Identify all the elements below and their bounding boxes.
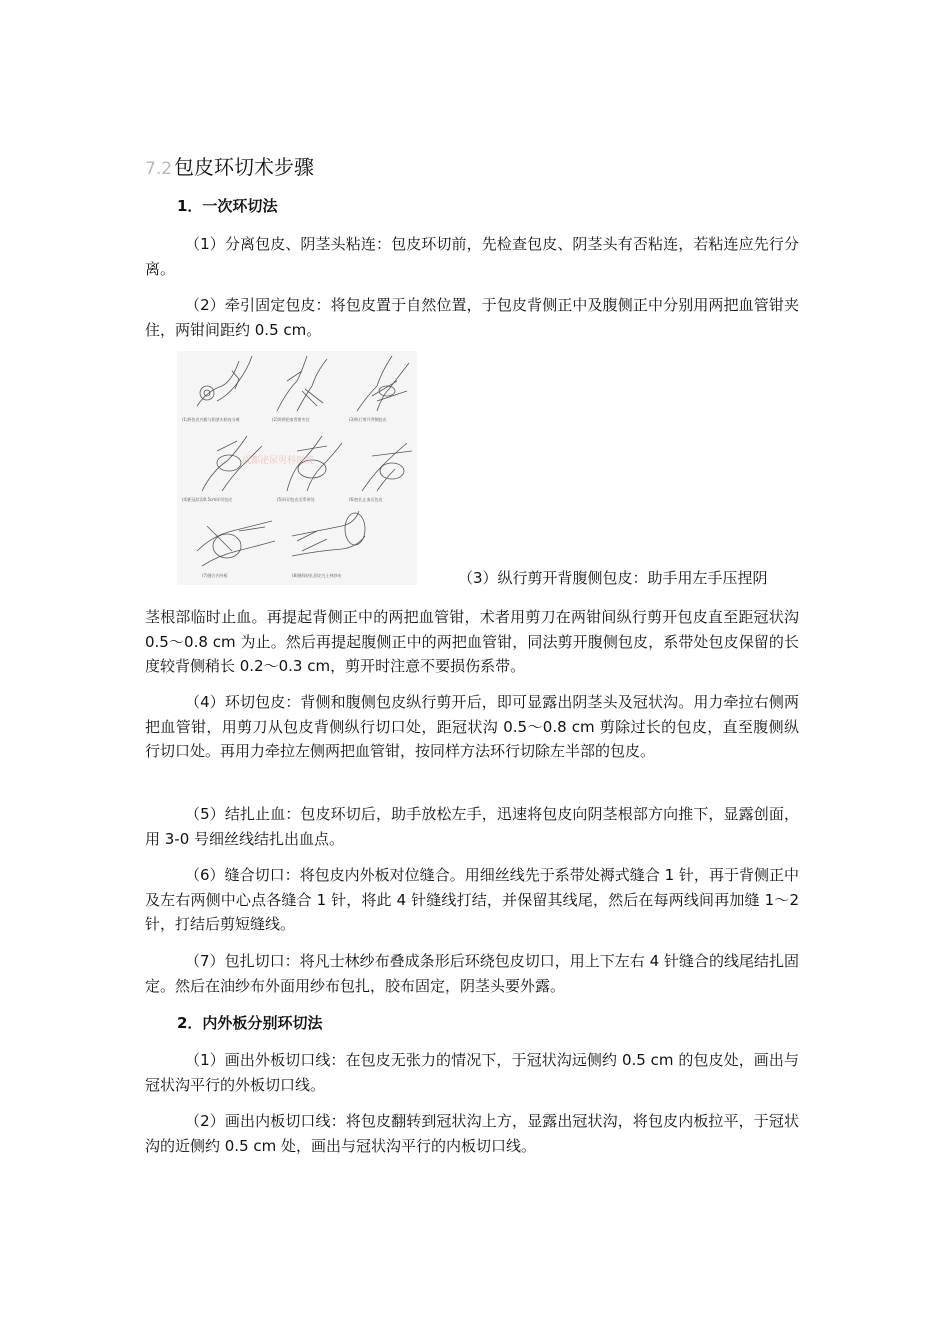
heading-method-1: 1．一次环切法: [177, 197, 278, 215]
paragraph-step-3-rest: 茎根部临时止血。再提起背侧正中的两把血管钳，术者用剪刀在两钳间纵行剪开包皮直至距冠状沟 0.5～0.8 cm 为止。然后再提起腹侧正中的两把血管钳，同法剪开腹侧包皮，系带处包皮保留的长度较背侧稍长 0.2～0.3 cm，剪开时注意不要损伤系带。: [145, 608, 799, 675]
paragraph-step-5: （5）结扎止血：包皮环切后，助手放松左手，迅速将包皮向阴茎根部方向推下，显露创面，用 3-0 号细丝线结扎出血点。: [145, 805, 799, 848]
svg-text:(4)距冠状沟0.5cm环切包皮: (4)距冠状沟0.5cm环切包皮: [182, 497, 233, 502]
paragraph-step-7: （7）包扎切口：将凡士林纱布叠成条形后环绕包皮切口，用上下左右 4 针缝合的线尾结扎固定。然后在油纱布外面用纱布包扎，胶布固定，阴茎头要外露。: [145, 952, 799, 995]
svg-text:(2)用两把血管钳夹住: (2)用两把血管钳夹住: [272, 417, 310, 422]
paragraph-method-2-step-2: （2）画出内板切口线：将包皮翻转到冠状沟上方，显露出冠状沟，将包皮内板拉平，于冠状沟的近侧约 0.5 cm 处，画出与冠状沟平行的内板切口线。: [145, 1112, 799, 1155]
paragraph-step-6: （6）缝合切口：将包皮内外板对位缝合。用细丝线先于系带处褥式缝合 1 针，再于背侧正中及左右两侧中心点各缝合 1 针，将此 4 针缝线打结，并保留其线尾，然后在每两线间再加缝 1～2 针，打结后剪短缝线。: [145, 866, 799, 933]
section-title: [145, 152, 314, 184]
svg-text:成都泌尿男科医院: 成都泌尿男科医院: [242, 456, 315, 466]
section-number: 7.2: [145, 159, 173, 179]
surgical-illustration-icon: [177, 351, 417, 585]
svg-text:(7)缝合内外板: (7)缝合内外板: [202, 573, 228, 578]
paragraph-method-2-step-1: （1）画出外板切口线：在包皮无张力的情况下，于冠状沟远侧约 0.5 cm 的包皮处，画出与冠状沟平行的外板切口线。: [145, 1051, 799, 1094]
svg-text:(8)缝线结扎固定凡士林纱布: (8)缝线结扎固定凡士林纱布: [292, 573, 342, 578]
heading-method-2: 2．内外板分别环切法: [177, 1014, 323, 1032]
paragraph-step-1: （1）分离包皮、阴茎头粘连：包皮环切前，先检查包皮、阴茎头有否粘连，若粘连应先行分离。: [145, 235, 799, 278]
svg-text:(3)纵行剪开背侧包皮: (3)纵行剪开背侧包皮: [349, 417, 387, 422]
svg-text:(5)环切包皮至系带处: (5)环切包皮至系带处: [277, 497, 315, 502]
section-title-text: 包皮环切术步骤: [174, 155, 315, 179]
paragraph-step-3-first-line: （3）纵行剪开背腹侧包皮：助手用左手压捏阴: [458, 569, 768, 587]
paragraph-step-4: （4）环切包皮：背侧和腹侧包皮纵行剪开后，即可显露出阴茎头及冠状沟。用力牵拉右侧两把血管钳，用剪刀从包皮背侧纵行切口处，距冠状沟 0.5～0.8 cm 剪除过长的包皮，直至腹侧纵行切口处。再用力牵拉左侧两把血管钳，按同样方法环行切除左半部的包皮。: [145, 693, 799, 760]
svg-text:(1)将包皮内板与阴茎头粘连分离: (1)将包皮内板与阴茎头粘连分离: [182, 417, 240, 422]
paragraph-step-2: （2）牵引固定包皮：将包皮置于自然位置，于包皮背侧正中及腹侧正中分别用两把血管钳夹住，两钳间距约 0.5 cm。: [145, 296, 799, 339]
surgical-illustration-figure: [177, 351, 417, 585]
svg-text:(6)包扎止血后包皮: (6)包扎止血后包皮: [349, 497, 383, 502]
